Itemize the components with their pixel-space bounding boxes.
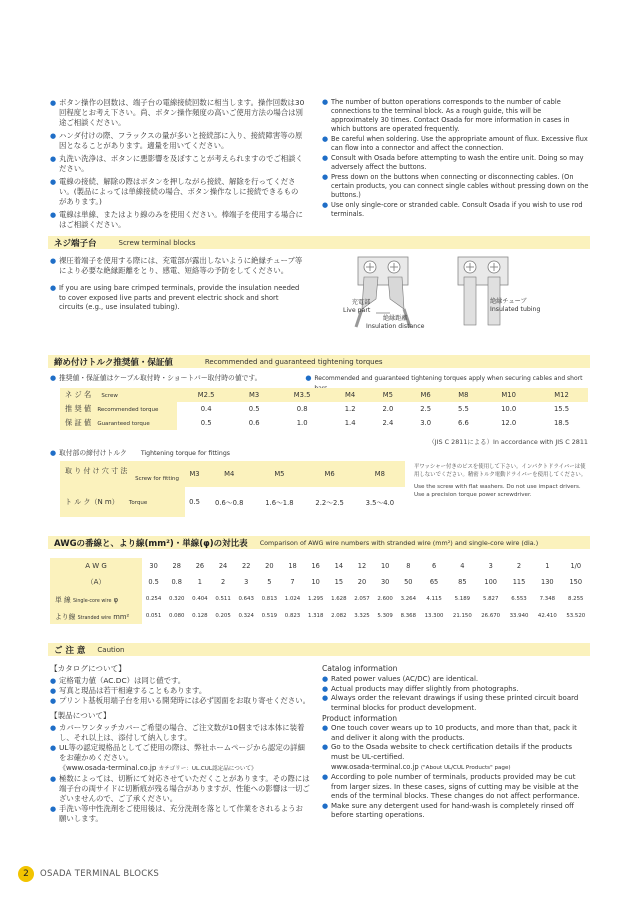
awg-cell: 22	[242, 562, 251, 570]
single-label	[50, 590, 142, 607]
torque-cell: 0.5	[200, 419, 212, 427]
guaranteed-label-jp: 保 証 値	[65, 418, 92, 427]
torque-cell: 0.6	[248, 419, 260, 427]
product-jp-3: ● 極数によっては、切断にて対応させていただくことがあります。その際には端子台の両サイドに切断痕が残る場合がありますが、性能への影響は一切ございませんので、ご了承ください。	[50, 774, 310, 804]
amp-cell: 1	[197, 578, 202, 586]
note-en-1: ● The number of button operations corresponds to the number of cable connections to the terminal block. As a rough guide, this will be approximately 30 times. Contact Osada for more information in cases in which buttons are operated frequently.	[322, 98, 590, 134]
product-jp-url	[50, 763, 310, 774]
insulation-distance-label	[366, 315, 424, 330]
strand-cell: 1.318	[307, 612, 324, 619]
caution-en	[322, 664, 590, 821]
strand-cell: 0.128	[192, 612, 208, 619]
torque-cell: M3	[235, 388, 273, 402]
note-jp-3: ● 丸洗い洗浄は、ボタンに悪影響を及ぼすことが考えられますのでご相談ください。	[50, 154, 305, 174]
fitting-hole-en: Screw for fitting	[135, 476, 179, 482]
single-cell: 0.320	[169, 595, 185, 602]
fitting-torque-cell: 1.6〜1.8	[265, 499, 294, 507]
note-jp-4: ● 電線の接続、解除の際はボタンを押しながら接続、解除を行ってください。(製品によっては単線接続の場合、ボタン操作なしに接続できるものがあります。)	[50, 177, 305, 207]
awg-cell: 8	[406, 562, 411, 570]
screw-label-en: Screw	[101, 393, 118, 399]
strand-row	[50, 607, 590, 624]
torque-row-guaranteed	[60, 416, 588, 430]
torque-cell: 1.2	[344, 405, 356, 413]
single-cell: 0.404	[192, 595, 208, 602]
single-cell: 4.115	[426, 595, 442, 602]
page-number: 2	[23, 869, 29, 879]
product-jp-1: ● カバーワンタッチカバーご希望の場合、ご注文数が10個までは本体に装着し、それ以上は、添付して納入します。	[50, 723, 310, 743]
fitting-notes	[414, 464, 590, 499]
footer-brand: OSADA TERMINAL BLOCKS	[40, 869, 160, 879]
product-en-head: Product information	[322, 714, 398, 723]
catalog-en-head: Catalog information	[322, 664, 398, 673]
strand-cell: 13.300	[424, 612, 444, 619]
single-cell: 1.024	[284, 595, 301, 602]
single-cell: 0.643	[238, 595, 254, 602]
single-cell: 5.827	[482, 595, 499, 602]
amp-cell: 50	[404, 578, 413, 586]
awg-cell: 20	[265, 562, 274, 570]
awg-cell: 18	[288, 562, 297, 570]
strand-cell: 42.410	[537, 612, 557, 619]
torque-cell: M4	[331, 388, 369, 402]
top-left-notes	[50, 98, 305, 230]
awg-cell: 24	[218, 562, 228, 570]
caution-banner	[48, 643, 590, 656]
catalog-en-3: ● Always order the relevant drawings if using these printed circuit board terminal blocks for product development.	[322, 694, 590, 713]
awg-title-jp: AWGの番線と、より線(mm²)・単線(φ)の対比表	[54, 538, 248, 549]
insulated-tubing-label	[490, 298, 540, 313]
strand-label	[50, 607, 142, 624]
catalog-en-2: ● Actual products may differ slightly from photographs.	[322, 685, 590, 695]
insulated-tubing-jp: 絶縁チューブ	[490, 298, 527, 305]
torque-cell: 1.0	[296, 419, 308, 427]
torque-cell: 2.4	[382, 419, 394, 427]
fitting-screw-cell: M8	[355, 461, 405, 487]
amp-cell: 0.5	[148, 578, 159, 586]
single-cell: 3.264	[400, 595, 417, 602]
single-cell: 0.254	[145, 595, 162, 602]
guaranteed-label-en: Guaranteed torque	[97, 421, 150, 427]
catalog-en-1: ● Rated power values (AC/DC) are identical.	[322, 675, 590, 685]
strand-cell: 8.368	[400, 612, 417, 619]
fitting-screw-cell: M3	[185, 461, 204, 487]
torque-cell: M8	[445, 388, 483, 402]
fitting-torque-cell: 0.5	[189, 498, 200, 506]
single-cell: 6.553	[511, 595, 527, 602]
amp-cell: 0.8	[171, 578, 182, 586]
awg-section-banner	[48, 536, 590, 549]
torque-cell: 0.4	[200, 405, 212, 413]
torque-cell: M12	[535, 388, 588, 402]
awg-cell: 28	[172, 562, 181, 570]
single-cell: 2.057	[354, 595, 370, 602]
strand-cell: 33.940	[509, 612, 529, 619]
single-cell: 1.295	[307, 595, 324, 602]
awg-row	[50, 558, 590, 574]
awg-cell: 12	[357, 562, 367, 570]
awg-cell: 6	[431, 562, 437, 570]
fitting-notes-jp: 平ワッシャー付きのビスを使用して下さい。インパクトドライバーは使用しないでください。精密トルク電動ドライバーを使用してください。	[414, 464, 587, 478]
awg-cell: 26	[195, 562, 205, 570]
awg-cell: 1	[545, 562, 550, 570]
note-jp-2: ● ハンダ付けの際、フラックスの量が多いと接続部に入り、接続障害等の原因となることがあります。適量を用いてください。	[50, 131, 305, 151]
torque-cell: 0.8	[296, 405, 308, 413]
note-en-5: ● Use only single-core or stranded cable. Consult Osada if you wish to use rod terminals.	[322, 201, 590, 219]
live-part-jp: 充電部	[351, 299, 371, 306]
single-cell: 2.600	[377, 595, 393, 602]
screw-note-jp: ● 裸圧着端子を使用する際には、充電部が露出しないように絶縁チューブ等により必要な絶縁距離をとり、感電、短絡等の予防をしてください。	[50, 256, 305, 276]
insulation-distance-jp: 絶縁距離	[382, 315, 408, 322]
strand-cell: 21.150	[452, 612, 472, 619]
torque-row-label	[60, 388, 177, 402]
torque-cell: 15.5	[553, 405, 570, 413]
amp-cell: 115	[512, 578, 526, 586]
awg-cell: 1/0	[570, 562, 582, 570]
single-cell: 8.255	[568, 595, 584, 602]
amp-cell: 20	[357, 578, 367, 586]
amp-cell: 15	[334, 578, 344, 586]
strand-cell: 0.051	[145, 612, 162, 619]
recommended-label-en: Recommended torque	[97, 407, 159, 413]
top-right-notes	[322, 98, 590, 219]
note-jp-5: ● 電線は単線、またはより線のみを使用ください。棒端子を使用する場合にはご相談ください。	[50, 210, 305, 230]
awg-label: A W G	[50, 558, 142, 574]
screw-label-jp: ネ ジ 名	[65, 390, 92, 399]
torque-cell: 2.0	[382, 405, 394, 413]
amp-cell: 65	[429, 578, 439, 586]
amp-cell: 5	[267, 578, 272, 586]
amp-cell: 85	[458, 578, 467, 586]
amp-cell: 7	[290, 578, 295, 586]
note-jp-1: ● ボタン操作の回数は、端子台の電線接続回数に相当します。操作回数は30回程度とお考え下さい。尚、ボタン操作頻度の高いご使用方法の場合は別途ご相談ください。	[50, 98, 305, 128]
screw-notes	[50, 256, 305, 313]
amp-cell: 3	[244, 578, 249, 586]
torque-title-jp: 締め付けトルク推奨値・保証値	[54, 357, 173, 368]
amp-cell: 10	[311, 578, 320, 586]
strand-unit: mm²	[113, 612, 130, 621]
catalog-jp-2: ● 写真と現品は若干相違することもあります。	[50, 686, 310, 696]
strand-cell: 3.325	[354, 612, 370, 619]
torque-cell: 0.5	[248, 405, 260, 413]
awg-cell: 14	[334, 562, 344, 570]
terminal-diagram-graphic	[318, 251, 568, 335]
fitting-notes-en: Use the screw with flat washers. Do not use impact drivers. Use a precision torque power screwdriver.	[414, 484, 581, 498]
amp-cell: 130	[541, 578, 554, 586]
fitting-torque-cell: 0.6〜0.8	[214, 499, 244, 507]
single-cell: 7.348	[539, 595, 556, 602]
amp-cell: 100	[484, 578, 497, 586]
single-unit: φ	[113, 595, 119, 604]
fitting-screw-cell: M5	[254, 461, 304, 487]
single-row	[50, 590, 590, 607]
note-en-2: ● Be careful when soldering. Use the appropriate amount of flux. Excessive flux can flow into a connector and affect the connection.	[322, 135, 590, 153]
fitting-screw-cell: M4	[204, 461, 254, 487]
catalog-jp-1: ● 定格電力値（AC.DC）は同じ値です。	[50, 676, 310, 686]
single-cell: 0.511	[215, 595, 231, 602]
product-en-url	[322, 762, 590, 773]
product-en-1: ● One touch cover wears up to 10 products, and more than that, pack it and deliver it along with the products.	[322, 724, 590, 743]
awg-cell: 3	[488, 562, 493, 570]
torque-cell: 2.5	[420, 405, 432, 413]
torque-cell: M10	[482, 388, 535, 402]
page-number-badge	[18, 866, 34, 882]
page-footer	[18, 866, 159, 882]
amp-row	[50, 574, 590, 590]
torque-cell: M3.5	[273, 388, 331, 402]
caution-jp	[50, 664, 310, 824]
awg-cell: 30	[149, 562, 158, 570]
fitting-torque-cell: 3.5〜4.0	[365, 499, 395, 507]
torque-cell: M2.5	[177, 388, 235, 402]
torque-cell: M5	[369, 388, 407, 402]
torque-cell: 3.0	[420, 419, 432, 427]
strand-cell: 0.080	[169, 612, 185, 619]
torque-cell: M6	[407, 388, 445, 402]
awg-cell: 2	[516, 562, 522, 570]
fitting-label-jp: ● 取付部の締付けトルク	[50, 449, 127, 459]
jis-note: （JIS C 2811による）In accordance with JIS C 2811	[428, 438, 588, 446]
catalog-jp-3: ● プリント基板用端子台を用いる開発時には必ず図面をお取り寄せください。	[50, 696, 310, 706]
fitting-hole-label	[60, 461, 185, 487]
awg-table	[50, 558, 590, 624]
product-jp-4: ● 手洗い等中性洗剤をご使用後は、充分洗剤を落として作業をされるようお願いします。	[50, 804, 310, 824]
amp-cell: 2	[220, 578, 226, 586]
torque-note-en: ● Recommended and guaranteed tightening torques apply when securing cables and short	[305, 374, 590, 393]
insulated-tubing-en: Insulated tubing	[490, 305, 541, 313]
torque-section-banner	[48, 355, 590, 368]
awg-cell: 16	[311, 562, 320, 570]
product-jp-head: 【製品について】	[50, 711, 111, 720]
live-part-en: Live part	[343, 306, 371, 314]
amp-cell: 30	[380, 578, 390, 586]
torque-title-en: Recommended and guaranteed tightening torques	[204, 357, 383, 366]
product-jp-2: ● UL等の認定規格品としてご使用の際は、弊社ホームページから認定の詳細をお確かめください。	[50, 743, 310, 763]
strand-label-en: Stranded wire	[77, 615, 112, 621]
screw-note-en: ● If you are using bare crimped terminals, provide the insulation needed to cover exposed live parts and prevent electric shock and short circuits (e.g., use insulated tubing).	[50, 284, 305, 313]
strand-cell: 0.823	[284, 612, 301, 619]
product-en-2: ● Go to the Osada website to check certification details if the products must be UL-certified.	[322, 743, 590, 762]
awg-cell: 4	[460, 562, 465, 570]
torque-table	[60, 388, 588, 430]
recommended-label-jp: 推 奨 値	[65, 404, 92, 413]
note-en-4: ● Press down on the buttons when connecting or disconnecting cables. (On certain products, you can connect single cables without pressing down on the buttons.)	[322, 173, 590, 200]
single-cell: 0.813	[261, 595, 278, 602]
torque-cell: 5.5	[457, 405, 469, 413]
url-en[interactable]: www.osada-terminal.co.jp	[331, 763, 419, 771]
strand-cell: 2.082	[331, 612, 347, 619]
product-en-4: ● Make sure any detergent used for hand-wash is completely rinsed off before starting operations.	[322, 802, 590, 821]
torque-row-screw	[60, 388, 588, 402]
strand-cell: 26.670	[481, 612, 501, 619]
screw-title-en: Screw terminal blocks	[118, 238, 196, 247]
fitting-torque-label	[60, 487, 185, 517]
fitting-torque-jp: ト ル ク（N m）	[65, 498, 119, 506]
single-cell: 5.189	[454, 595, 471, 602]
screw-title-jp: ネジ端子台	[54, 238, 97, 249]
caution-title-jp: ご 注 意	[54, 645, 86, 656]
torque-row-recommended	[60, 402, 588, 416]
strand-cell: 0.324	[238, 612, 254, 619]
single-label-en: Single-core wire	[72, 598, 112, 604]
strand-cell: 5.309	[377, 612, 393, 619]
screw-section-banner	[48, 236, 590, 249]
amp-cell: 150	[569, 578, 583, 586]
fitting-torque-en: Torque	[128, 500, 148, 506]
strand-cell: 53.520	[566, 612, 586, 619]
fitting-table	[60, 461, 405, 517]
torque-note-jp: ● 推奨値・保証値はケーブル取付時・ショートバー取付時の値です。	[50, 374, 283, 393]
amp-label: （A）	[50, 574, 142, 590]
torque-cell: 1.4	[344, 419, 356, 427]
single-label-jp: 単 線	[55, 595, 71, 604]
note-en-3: ● Consult with Osada before attempting to wash the entire unit. Doing so may adversely affect the buttons.	[322, 154, 590, 172]
awg-cell: 10	[380, 562, 390, 570]
catalog-jp-head: 【カタログについて】	[50, 664, 126, 673]
torque-cell: 6.6	[457, 419, 469, 427]
product-en-3: ● According to pole number of terminals, products provided may be cut from larger sizes. In these cases, signs of cutting may be visible at the ends of the terminal blocks. These changes do not affect performance.	[322, 773, 590, 802]
torque-cell: 10.0	[501, 405, 517, 413]
url-jp[interactable]: 《www.osada-terminal.co.jp	[59, 764, 157, 772]
fitting-screw-cell: M6	[305, 461, 355, 487]
torque-row-label	[60, 402, 177, 416]
url-jp-category: カテゴリー：UL.CUL認定品について》	[158, 766, 257, 772]
strand-label-jp: より線	[55, 612, 76, 621]
fitting-label	[50, 449, 450, 459]
torque-cell: 12.0	[501, 419, 517, 427]
awg-title-en: Comparison of AWG wire numbers with stranded wire (mm²) and single-core wire (dia.)	[259, 538, 539, 547]
fitting-label-en: Tightening torque for fittings	[140, 450, 230, 457]
caution-title-en: Caution	[97, 645, 125, 654]
insulation-diagram	[318, 251, 568, 335]
torque-row-label	[60, 416, 177, 430]
fitting-row-screw	[60, 461, 405, 487]
fitting-row-torque	[60, 487, 405, 517]
fitting-torque-cell: 2.2〜2.5	[315, 499, 344, 507]
torque-cell: 18.5	[553, 419, 570, 427]
fitting-hole-jp: 取 り 付 け 穴 寸 法	[65, 467, 128, 475]
strand-cell: 0.519	[261, 612, 278, 619]
insulation-distance-en: Insulation distance	[366, 322, 425, 330]
single-cell: 1.628	[331, 595, 347, 602]
strand-cell: 0.205	[215, 612, 231, 619]
live-part-label	[343, 299, 370, 314]
url-en-category: ("About UL/CUL Products" page)	[420, 765, 511, 771]
